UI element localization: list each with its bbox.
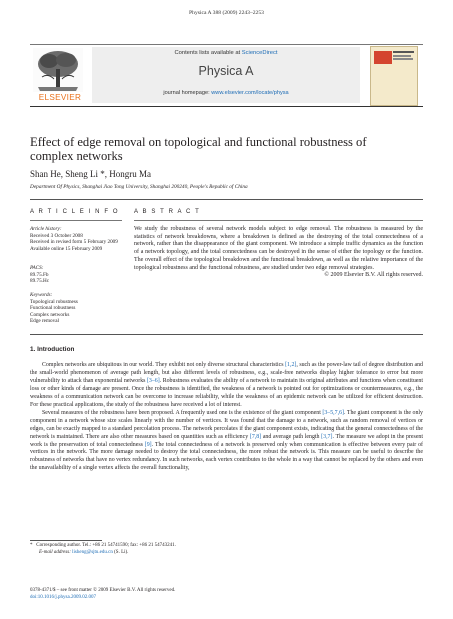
article-title: Effect of edge removal on topological and functional robustness of complex networks	[30, 135, 367, 164]
text-run: . The total connectedness of a network is preserved only when communication is effective between every pair of vertices in the network. The more damage needed to destroy the total connectedness, the more robust the network is. This measure can be useful to describe the robustness of networks that have no vertex redundancy. In such networks, each vertex contributes to the whole in a way that cannot be replaced by the others and even the unavailability of a single vertex affects the overall functionality,	[30, 441, 423, 472]
text-run: , such as the power-law tail of degree distribution and the small-world phenomenon of average path length, but also different levels of robustness, e.g., scale-free networks display higher tolerance to error but more vulnerability to attack than exponential networks	[30, 362, 423, 384]
contents-prefix: Contents lists available at	[174, 50, 242, 56]
keywords	[30, 292, 130, 325]
paragraph	[30, 362, 423, 410]
masthead-center-panel	[92, 47, 360, 103]
homepage-line	[92, 90, 360, 96]
citation-link[interactable]: [9]	[144, 441, 152, 448]
abstract-rule	[134, 220, 423, 221]
keyword: Functional robustness	[30, 305, 76, 311]
abstract-heading: A B S T R A C T	[134, 209, 201, 215]
cover-text-line	[393, 51, 414, 53]
publisher-wordmark: ELSEVIER	[38, 93, 82, 102]
email-label: E-mail address:	[39, 549, 73, 555]
elsevier-tree-icon	[32, 47, 84, 93]
email-line	[30, 550, 423, 557]
citation-link[interactable]: [3–5,7,6]	[322, 409, 344, 416]
article-info-rule	[30, 220, 122, 221]
running-head: Physica A 388 (2009) 2243–2253	[189, 10, 264, 16]
journal-homepage-link[interactable]: www.elsevier.com/locate/physa	[211, 90, 289, 96]
paragraph	[30, 410, 423, 474]
pacs-code: 89.75.Fb	[30, 271, 49, 278]
text-run: Several measures of the robustness have been proposed. A frequently used one is the existence of the giant component	[42, 409, 323, 416]
sciencedirect-link[interactable]: ScienceDirect	[241, 50, 278, 56]
front-matter-notice	[30, 588, 423, 601]
masthead-bottom-rule	[30, 106, 423, 107]
footnote-line	[30, 543, 423, 550]
article-history	[30, 226, 130, 252]
history-label: Article history:	[30, 226, 62, 232]
corresponding-author-footnote	[30, 543, 423, 556]
cover-text-line	[393, 55, 411, 57]
introduction-body	[30, 362, 423, 473]
citation-link[interactable]: [7,8]	[249, 433, 262, 440]
homepage-prefix: journal homepage:	[163, 90, 212, 96]
keyword: Complex networks	[30, 311, 70, 318]
history-entry: Received 3 October 2008	[30, 232, 83, 239]
elsevier-logo	[32, 47, 84, 103]
journal-cover-thumbnail	[370, 46, 418, 106]
abstract-body	[134, 226, 423, 280]
keyword: Topological robustness	[30, 298, 78, 305]
email-link[interactable]: lisheng@sjtu.edu.cn	[72, 549, 113, 555]
cover-text-line	[393, 58, 413, 60]
footnote-marker: *	[30, 543, 33, 548]
text-run: . The giant component is the only component in a network whose size scales linearly with the number of vertices. It was found that the damage to a network, such as random removal of vertices or edges, can be exactly mapped to a standard percolation process. The network percolates if the giant component exists, indicating that the general connectedness of the network is maintained. There are also other measures based on quantities such as efficiency	[30, 409, 423, 440]
header-divider	[30, 199, 423, 200]
abstract-text: We study the robustness of several network models subject to edge removal. The robustness is measured by the statistics of network breakdowns, where a breakdown is defined as the destroying of the total connectedness of a network, rather than the disappearance of the giant component. We introduce a simple traffic dynamics as the function of a network topology, and the total connectedness can be destroyed in the sense of either the topology or the function. The overall effect of the topological breakdown and the functional breakdown, as well as the relative importance of the topological robustness and the functional robustness, are studied under two edge removal strategies.	[134, 226, 423, 271]
footnote-text: Corresponding author. Tel.: +86 21 54741590; fax: +86 21 54743241.	[36, 543, 176, 548]
text-run: and average path length	[261, 433, 322, 440]
contents-line	[92, 50, 360, 56]
text-run: . Robustness evaluates the ability of a network to maintain its original attributes and functions when constituent loss or other kinds of damage are present. Once the robustness is identified, the weakness of a network is pointed out for optimizations or countermeasures, e.g., the weakness of a communication network can be overcome to increase reliability, while the weakness of an epidemic network can be utilized for efficient destruction. For these practical applications, the study of the robustness have received a lot of interest.	[30, 377, 423, 408]
issn-line: 0378-4371/$ – see front matter © 2009 Elsevier B.V. All rights reserved.	[30, 588, 176, 593]
citation-link[interactable]: [1,2]	[285, 362, 297, 368]
doi-link[interactable]: doi:10.1016/j.physa.2009.02.007	[30, 594, 96, 600]
email-suffix: (S. Li).	[112, 549, 129, 555]
keyword: Edge removal	[30, 318, 59, 324]
affiliation: Department Of Physics, Shanghai Jiao Tong University, Shanghai 200240, People's Republic of China	[30, 184, 248, 190]
masthead-top-rule	[30, 44, 423, 45]
author-list: Shan He, Sheng Li *, Hongru Ma	[30, 169, 151, 179]
history-entry: Received in revised form 5 February 2009	[30, 239, 118, 245]
citation-link[interactable]: [3–6]	[146, 377, 160, 384]
citation-link[interactable]: [3,7]	[321, 433, 333, 440]
cover-red-band	[374, 51, 392, 64]
text-run: . The measure we adopt in the present work is the preservation of total connectedness	[30, 433, 424, 448]
text-run: Complex networks are ubiquitous in our world. They exhibit not only diverse structural characteristics	[42, 362, 286, 368]
footnote-rule	[30, 540, 102, 541]
history-entry: Available online 15 February 2009	[30, 245, 103, 252]
article-info-heading: A R T I C L E I N F O	[30, 209, 120, 215]
pacs-label: PACS:	[30, 265, 44, 271]
journal-masthead	[30, 44, 423, 106]
introduction-heading: 1. Introduction	[30, 346, 75, 353]
abstract-bottom-divider	[30, 334, 423, 335]
keywords-label: Keywords:	[30, 292, 53, 298]
journal-title: Physica A	[198, 64, 254, 78]
pacs-codes	[30, 265, 130, 285]
pacs-code: 89.75.Hc	[30, 278, 50, 284]
abstract-copyright: © 2009 Elsevier B.V. All rights reserved.	[324, 272, 423, 279]
